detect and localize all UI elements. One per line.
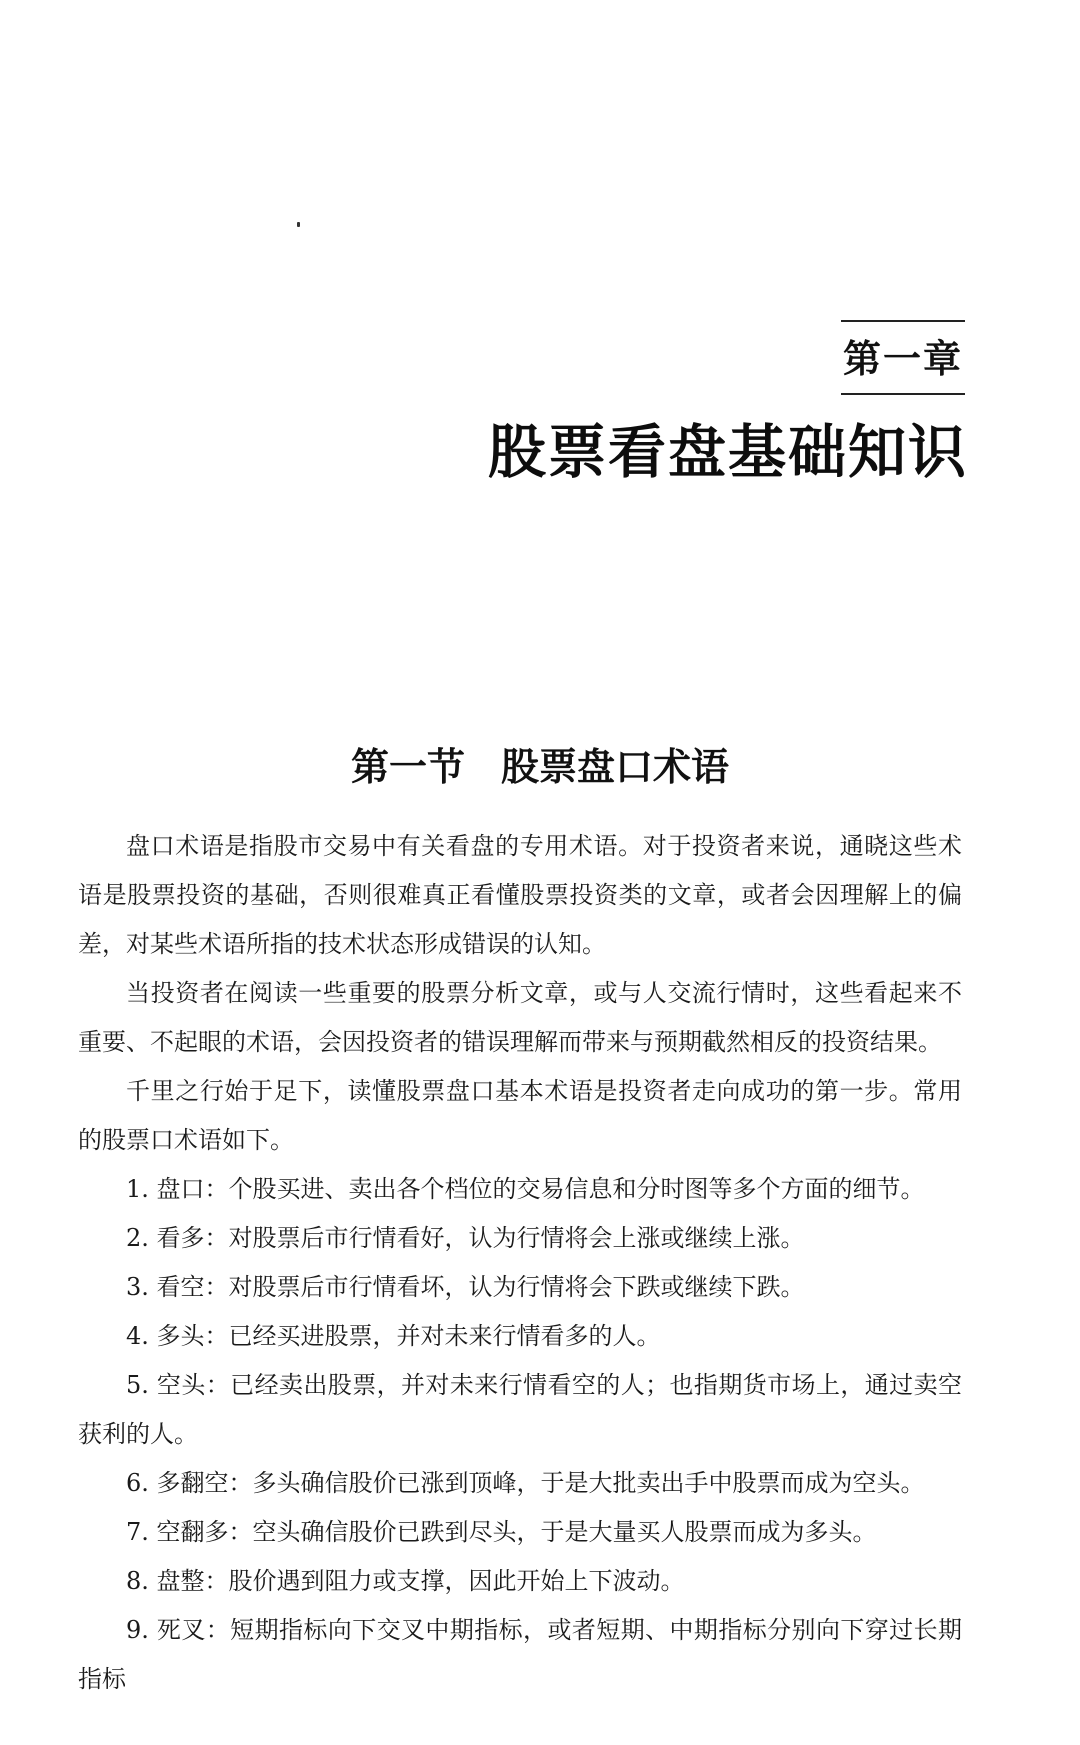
term-item: 6. 多翻空：多头确信股价已涨到顶峰，于是大批卖出手中股票而成为空头。	[126, 1469, 925, 1497]
chapter-label-wrap	[841, 320, 965, 395]
section-number: 第一节	[350, 745, 465, 789]
term-item: 5. 空头：已经卖出股票，并对未来行情看空的人；也指期货市场上，通过卖空获利的人。	[78, 1371, 962, 1448]
section-heading	[0, 736, 1080, 791]
paragraph: 盘口术语是指股市交易中有关看盘的专用术语。对于投资者来说，通晓这些术语是股票投资的基础，否则很难真正看懂股票投资类的文章，或者会因理解上的偏差，对某些术语所指的技术状态形成错误的认知。	[78, 832, 962, 958]
term-item: 8. 盘整：股价遇到阻力或支撑，因此开始上下波动。	[126, 1567, 685, 1595]
term-item: 2. 看多：对股票后市行情看好，认为行情将会上涨或继续上涨。	[126, 1224, 805, 1252]
print-speck	[297, 222, 300, 227]
paragraph: 当投资者在阅读一些重要的股票分析文章，或与人交流行情时，这些看起来不重要、不起眼的术语，会因投资者的错误理解而带来与预期截然相反的投资结果。	[78, 979, 962, 1056]
section-title: 股票盘口术语	[501, 745, 730, 789]
term-item: 7. 空翻多：空头确信股价已跌到尽头，于是大量买人股票而成为多头。	[126, 1518, 877, 1546]
body-text	[78, 822, 962, 1704]
paragraph: 千里之行始于足下，读懂股票盘口基本术语是投资者走向成功的第一步。常用的股票口术语如下。	[78, 1077, 962, 1154]
term-item: 3. 看空：对股票后市行情看坏，认为行情将会下跌或继续下跌。	[126, 1273, 805, 1301]
term-item: 9. 死叉：短期指标向下交叉中期指标，或者短期、中期指标分别向下穿过长期指标	[78, 1616, 962, 1693]
term-item: 4. 多头：已经买进股票，并对未来行情看多的人。	[126, 1322, 661, 1350]
chapter-title: 股票看盘基础知识	[487, 418, 968, 486]
term-item: 1. 盘口：个股买进、卖出各个档位的交易信息和分时图等多个方面的细节。	[126, 1175, 925, 1203]
chapter-label: 第一章	[841, 320, 965, 395]
